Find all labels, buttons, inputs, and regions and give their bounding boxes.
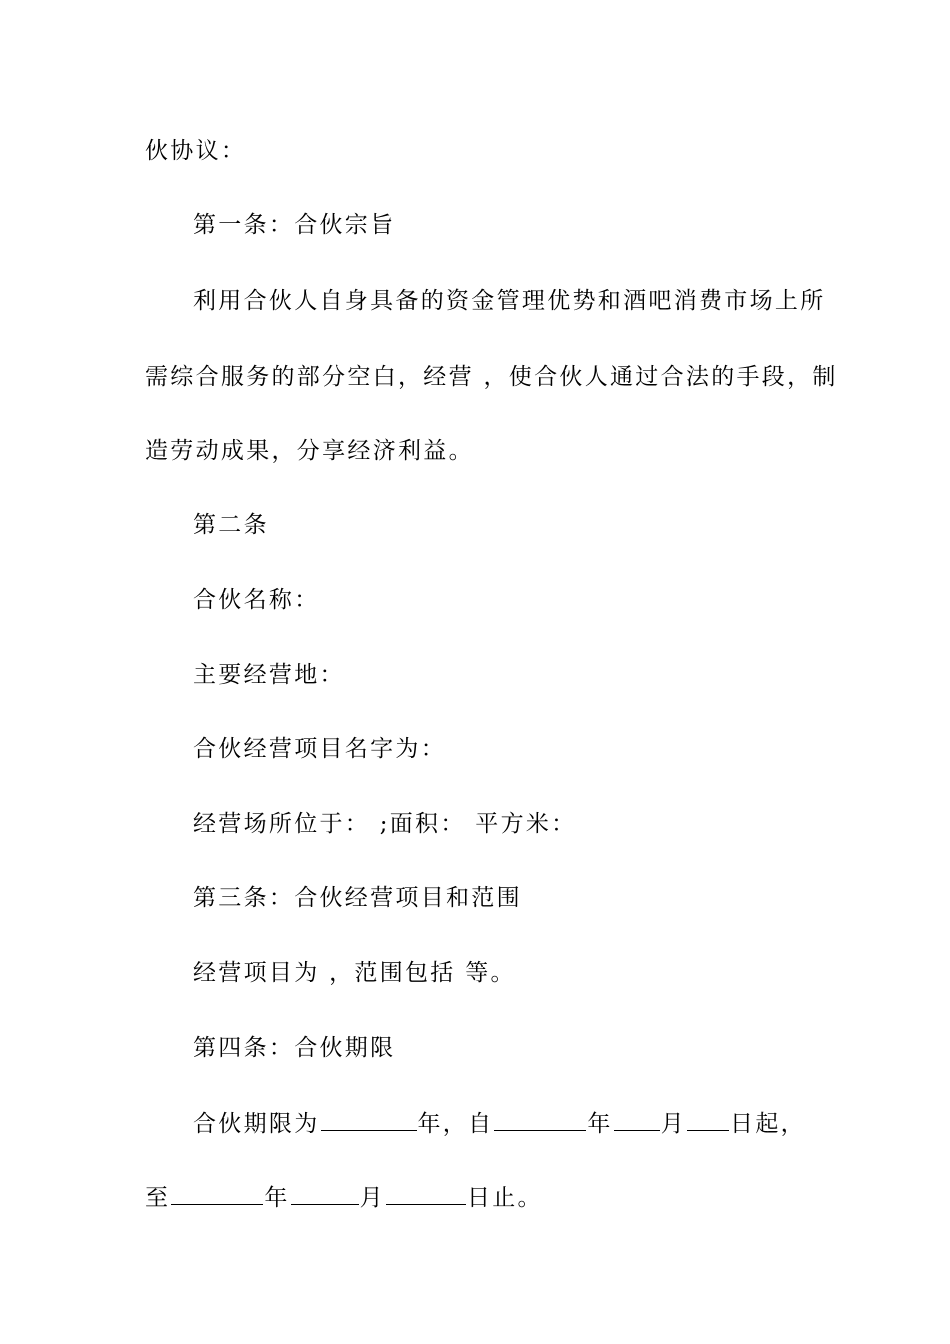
term-line <box>193 1108 806 1139</box>
fill-blank <box>386 1182 466 1205</box>
text-line: 主要经营地： <box>193 662 345 688</box>
fill-blank <box>321 1108 417 1131</box>
section-heading: 第一条：合伙宗旨 <box>193 212 396 238</box>
fill-blank <box>614 1108 660 1131</box>
text-line: 经营场所位于： ;面积： 平方米： <box>193 811 577 837</box>
end-text: 年 <box>264 1185 290 1211</box>
text-line: 伙协议： <box>145 138 247 164</box>
fill-blank <box>494 1108 586 1131</box>
term-text: 年 <box>587 1111 613 1137</box>
section-heading: 第三条：合伙经营项目和范围 <box>193 885 522 911</box>
end-text: 日止。 <box>466 1185 543 1211</box>
term-text: 合伙期限为 <box>193 1111 320 1137</box>
end-text: 月 <box>359 1185 385 1211</box>
fill-blank <box>171 1182 263 1205</box>
end-line <box>145 1182 543 1213</box>
text-line: 利用合伙人自身具备的资金管理优势和酒吧消费市场上所 <box>193 288 826 314</box>
section-heading: 第四条：合伙期限 <box>193 1035 396 1061</box>
fill-blank <box>291 1182 359 1205</box>
text-line: 造劳动成果，分享经济利益。 <box>145 438 474 464</box>
fill-blank <box>687 1108 729 1131</box>
term-text: 月 <box>660 1111 687 1137</box>
text-line: 需综合服务的部分空白，经营 ，使合伙人通过合法的手段，制 <box>145 364 838 390</box>
text-line: 合伙名称： <box>193 587 320 613</box>
text-line: 合伙经营项目名字为： <box>193 736 446 762</box>
term-text: 日起， <box>730 1111 806 1137</box>
section-heading: 第二条 <box>193 512 269 538</box>
term-text: 年，自 <box>417 1111 494 1137</box>
end-text: 至 <box>145 1185 171 1211</box>
text-line: 经营项目为 ，范围包括 等。 <box>193 960 516 986</box>
